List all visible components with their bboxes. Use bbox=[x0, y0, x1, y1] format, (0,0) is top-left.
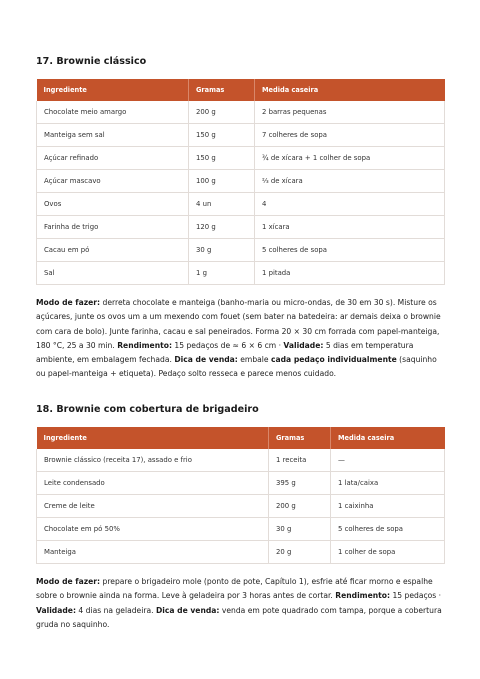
ingredient-cell: Cacau em pó bbox=[37, 239, 189, 262]
measure-cell: 1 lata/caixa bbox=[331, 472, 445, 495]
ingredient-cell: Açúcar mascavo bbox=[37, 170, 189, 193]
measure-cell: 1 colher de sopa bbox=[331, 541, 445, 564]
ingredients-table bbox=[36, 427, 445, 564]
method-paragraph bbox=[36, 575, 446, 632]
grams-cell: 4 un bbox=[189, 193, 255, 216]
measure-cell: 1 pitada bbox=[255, 262, 445, 285]
label-validade: Validade: bbox=[36, 605, 76, 615]
measure-cell: ⅔ de xícara bbox=[255, 170, 445, 193]
measure-cell: 4 bbox=[255, 193, 445, 216]
table-row bbox=[37, 216, 445, 239]
ingredient-cell: Manteiga bbox=[37, 541, 269, 564]
table-header-row bbox=[37, 79, 445, 101]
table-row bbox=[37, 170, 445, 193]
label-rendimento: Rendimento: bbox=[117, 340, 172, 350]
header-gramas: Gramas bbox=[269, 427, 331, 449]
table-row bbox=[37, 495, 445, 518]
measure-cell: ¾ de xícara + 1 colher de sopa bbox=[255, 147, 445, 170]
table-row bbox=[37, 147, 445, 170]
recipe-17 bbox=[36, 56, 444, 389]
table-row bbox=[37, 124, 445, 147]
grams-cell: 30 g bbox=[189, 239, 255, 262]
ingredient-cell: Manteiga sem sal bbox=[37, 124, 189, 147]
method-text: derreta chocolate e manteiga (banho-maria ou micro-ondas, de 30 em 30 s). Misture os açúcares, junte os ovos um a um mexendo com fouet (sem bater na batedeira: ar demais deixa o brownie com cara de bolo). Junte farinha, cacau e sal peneirados. Forma 20 × 30 cm forrada com papel-manteiga, 180 °C, 25 a 30 min. bbox=[36, 298, 441, 350]
grams-cell: 1 g bbox=[189, 262, 255, 285]
ingredient-cell: Ovos bbox=[37, 193, 189, 216]
grams-cell: 150 g bbox=[189, 124, 255, 147]
grams-cell: 1 receita bbox=[269, 449, 331, 472]
grams-cell: 120 g bbox=[189, 216, 255, 239]
label-dica-de-venda: Dica de venda: bbox=[155, 605, 220, 615]
ingredient-cell: Leite condensado bbox=[37, 472, 269, 495]
yield-text: 15 pedaços · bbox=[390, 591, 442, 601]
table-row bbox=[37, 101, 445, 124]
table-row bbox=[37, 541, 445, 564]
measure-cell: 5 colheres de sopa bbox=[331, 518, 445, 541]
yield-text: 15 pedaços de ≈ 6 × 6 cm · bbox=[172, 340, 284, 350]
grams-cell: 150 g bbox=[189, 147, 255, 170]
ingredient-cell: Creme de leite bbox=[37, 495, 269, 518]
grams-cell: 395 g bbox=[269, 472, 331, 495]
ingredient-cell: Açúcar refinado bbox=[37, 147, 189, 170]
header-ingrediente: Ingrediente bbox=[37, 427, 269, 449]
label-modo-de-fazer: Modo de fazer: bbox=[36, 298, 101, 307]
measure-cell: 2 barras pequenas bbox=[255, 101, 445, 124]
sales-tip-text: venda em pote quadrado com tampa, porque a cobertura gruda no saquinho. bbox=[36, 605, 442, 629]
table-row bbox=[37, 449, 445, 472]
ingredients-table bbox=[36, 79, 445, 285]
ingredient-cell: Brownie clássico (receita 17), assado e frio bbox=[37, 449, 269, 472]
ingredient-cell: Chocolate meio amargo bbox=[37, 101, 189, 124]
sales-tip-emphasis: cada pedaço individualmente bbox=[271, 355, 397, 365]
ingredient-cell: Chocolate em pó 50% bbox=[37, 518, 269, 541]
header-gramas: Gramas bbox=[189, 79, 255, 101]
header-medida-caseira: Medida caseira bbox=[255, 79, 445, 101]
header-medida-caseira: Medida caseira bbox=[331, 427, 445, 449]
grams-cell: 30 g bbox=[269, 518, 331, 541]
measure-cell: — bbox=[331, 449, 445, 472]
ingredient-cell: Farinha de trigo bbox=[37, 216, 189, 239]
table-header-row bbox=[37, 427, 445, 449]
measure-cell: 1 caixinha bbox=[331, 495, 445, 518]
sales-tip-text-end: (saquinho ou papel-manteiga + etiqueta). Pedaço solto resseca e parece menos cuidado. bbox=[36, 355, 437, 379]
table-row bbox=[37, 193, 445, 216]
table-row bbox=[37, 518, 445, 541]
ingredient-cell: Sal bbox=[37, 262, 189, 285]
recipe-18 bbox=[36, 404, 444, 640]
label-modo-de-fazer: Modo de fazer: bbox=[36, 577, 101, 586]
recipe-title: 17. Brownie clássico bbox=[36, 56, 147, 67]
header-ingrediente: Ingrediente bbox=[37, 79, 189, 101]
grams-cell: 200 g bbox=[269, 495, 331, 518]
shelf-life-text: 5 dias em temperatura ambiente, em embalagem fechada. bbox=[36, 340, 414, 365]
recipe-title: 18. Brownie com cobertura de brigadeiro bbox=[36, 404, 259, 415]
measure-cell: 7 colheres de sopa bbox=[255, 124, 445, 147]
shelf-life-text: 4 dias na geladeira. bbox=[75, 605, 156, 615]
table-row bbox=[37, 239, 445, 262]
sales-tip-text: embale bbox=[237, 355, 271, 365]
grams-cell: 20 g bbox=[269, 541, 331, 564]
method-text: prepare o brigadeiro mole (ponto de pote, Capítulo 1), esfrie até ficar morno e espalhe sobre o brownie ainda na forma. Leve à geladeira por 3 horas antes de cortar. bbox=[36, 577, 433, 601]
label-validade: Validade: bbox=[283, 340, 324, 350]
measure-cell: 1 xícara bbox=[255, 216, 445, 239]
label-dica-de-venda: Dica de venda: bbox=[174, 355, 238, 365]
table-row bbox=[37, 472, 445, 495]
measure-cell: 5 colheres de sopa bbox=[255, 239, 445, 262]
table-row bbox=[37, 262, 445, 285]
method-paragraph bbox=[36, 296, 446, 382]
grams-cell: 100 g bbox=[189, 170, 255, 193]
grams-cell: 200 g bbox=[189, 101, 255, 124]
label-rendimento: Rendimento: bbox=[335, 591, 391, 601]
